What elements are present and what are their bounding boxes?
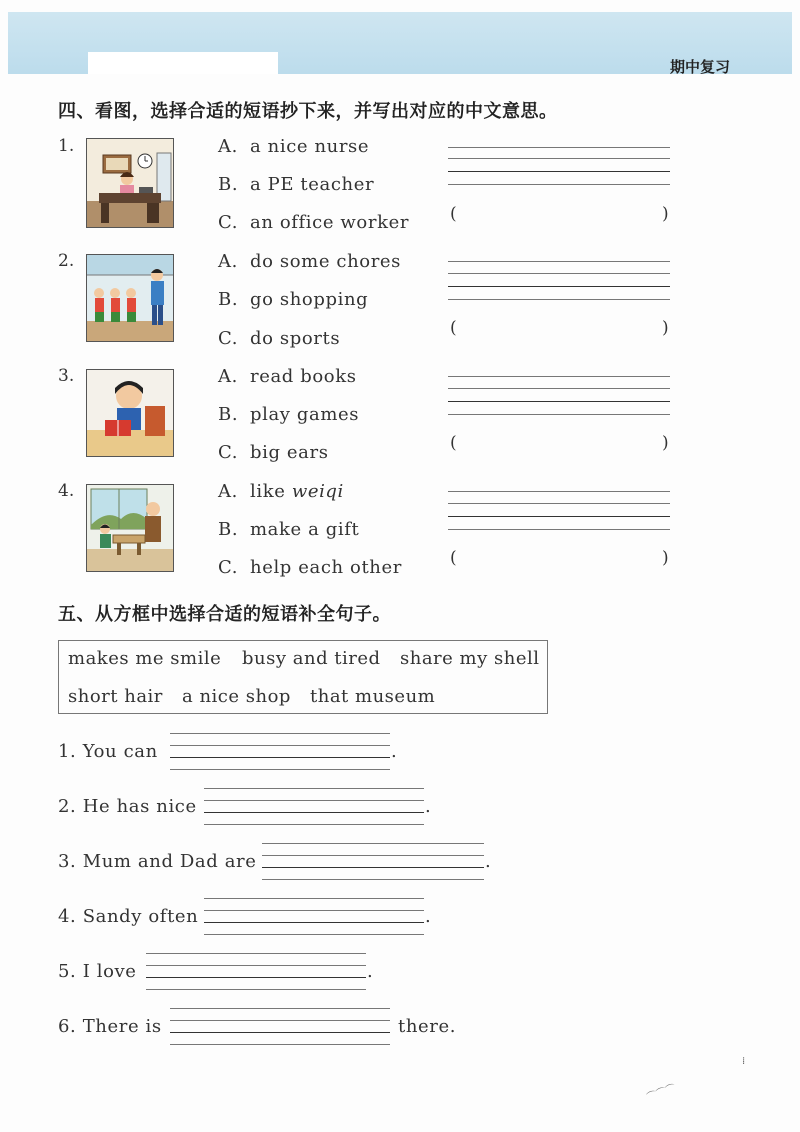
- blank-line: [170, 1032, 390, 1033]
- blank-line: [204, 898, 424, 899]
- answer-line: [448, 299, 670, 300]
- sentence-1: 1. You can: [58, 741, 158, 762]
- blank-line: [170, 1044, 390, 1045]
- blank-line: [262, 879, 484, 880]
- question-number: 2.: [58, 251, 75, 271]
- answer-line: [448, 376, 670, 377]
- answer-line: [448, 529, 670, 530]
- blank-line: [204, 812, 424, 813]
- answer-line: [448, 158, 670, 159]
- option-4b: B. make a gift: [218, 519, 360, 540]
- answer-line: [448, 401, 670, 402]
- sentence-6: 6. There is: [58, 1016, 162, 1037]
- option-4a: A. like weiqi: [218, 481, 344, 502]
- answer-line: [448, 516, 670, 517]
- word-box-item: a nice shop: [182, 686, 291, 707]
- option-4c: C. help each other: [218, 557, 402, 578]
- sentence-end: .: [425, 796, 432, 817]
- sentence-end: .: [485, 851, 492, 872]
- picture-like-weiqi: [86, 484, 174, 572]
- paren-left: (: [450, 318, 457, 338]
- blank-line: [170, 769, 390, 770]
- word-box-item: makes me smile: [68, 648, 222, 669]
- word-box-item: busy and tired: [242, 648, 381, 669]
- paren-left: (: [450, 433, 457, 453]
- picture-office-worker: [86, 138, 174, 228]
- blank-line: [146, 977, 366, 978]
- blank-line: [262, 843, 484, 844]
- question-number: 1.: [58, 136, 75, 156]
- scan-mark-decoration: ⌒⌒⌒: [645, 1083, 678, 1104]
- picture-read-books: [86, 369, 174, 457]
- blank-line: [146, 953, 366, 954]
- option-3b: B. play games: [218, 404, 360, 425]
- sentence-end: .: [391, 741, 398, 762]
- blank-line: [170, 757, 390, 758]
- answer-line: [448, 286, 670, 287]
- answer-line: [448, 261, 670, 262]
- section5-title: 五、从方框中选择合适的短语补全句子。: [58, 604, 391, 625]
- blank-line: [146, 965, 366, 966]
- blank-line: [204, 934, 424, 935]
- paren-right: ): [662, 204, 669, 224]
- blank-line: [204, 910, 424, 911]
- sentence-4: 4. Sandy often: [58, 906, 199, 927]
- answer-line: [448, 503, 670, 504]
- section4-title: 四、看图，选择合适的短语抄下来，并写出对应的中文意思。: [58, 101, 558, 122]
- option-1b: B. a PE teacher: [218, 174, 375, 195]
- option-2b: B. go shopping: [218, 289, 369, 310]
- answer-line: [448, 147, 670, 148]
- blank-line: [204, 800, 424, 801]
- word-box-item: share my shell: [400, 648, 540, 669]
- question-number: 4.: [58, 481, 75, 501]
- option-3a: A. read books: [218, 366, 357, 387]
- scan-mark-decoration: ⁞: [742, 1056, 746, 1067]
- blank-line: [204, 922, 424, 923]
- paren-left: (: [450, 204, 457, 224]
- blank-line: [170, 1008, 390, 1009]
- picture-do-sports: [86, 254, 174, 342]
- sentence-5: 5. I love: [58, 961, 137, 982]
- answer-line: [448, 184, 670, 185]
- sentence-end: .: [425, 906, 432, 927]
- sentence-end: .: [367, 961, 374, 982]
- option-1a: A. a nice nurse: [218, 136, 370, 157]
- blank-line: [262, 855, 484, 856]
- option-3c: C. big ears: [218, 442, 329, 463]
- paren-right: ): [662, 548, 669, 568]
- answer-line: [448, 491, 670, 492]
- blank-line: [170, 745, 390, 746]
- header-blank-area: [88, 52, 278, 74]
- sentence-end: there.: [398, 1016, 457, 1037]
- option-2c: C. do sports: [218, 328, 341, 349]
- sentence-2: 2. He has nice: [58, 796, 197, 817]
- blank-line: [204, 788, 424, 789]
- blank-line: [170, 733, 390, 734]
- header-label: 期中复习: [669, 58, 730, 76]
- answer-line: [448, 171, 670, 172]
- paren-left: (: [450, 548, 457, 568]
- paren-right: ): [662, 433, 669, 453]
- sentence-3: 3. Mum and Dad are: [58, 851, 257, 872]
- answer-line: [448, 414, 670, 415]
- paren-right: ): [662, 318, 669, 338]
- answer-line: [448, 388, 670, 389]
- word-box-item: short hair: [68, 686, 163, 707]
- blank-line: [204, 824, 424, 825]
- blank-line: [170, 1020, 390, 1021]
- blank-line: [146, 989, 366, 990]
- option-1c: C. an office worker: [218, 212, 410, 233]
- answer-line: [448, 273, 670, 274]
- blank-line: [262, 867, 484, 868]
- question-number: 3.: [58, 366, 75, 386]
- option-2a: A. do some chores: [218, 251, 402, 272]
- word-box-item: that museum: [310, 686, 436, 707]
